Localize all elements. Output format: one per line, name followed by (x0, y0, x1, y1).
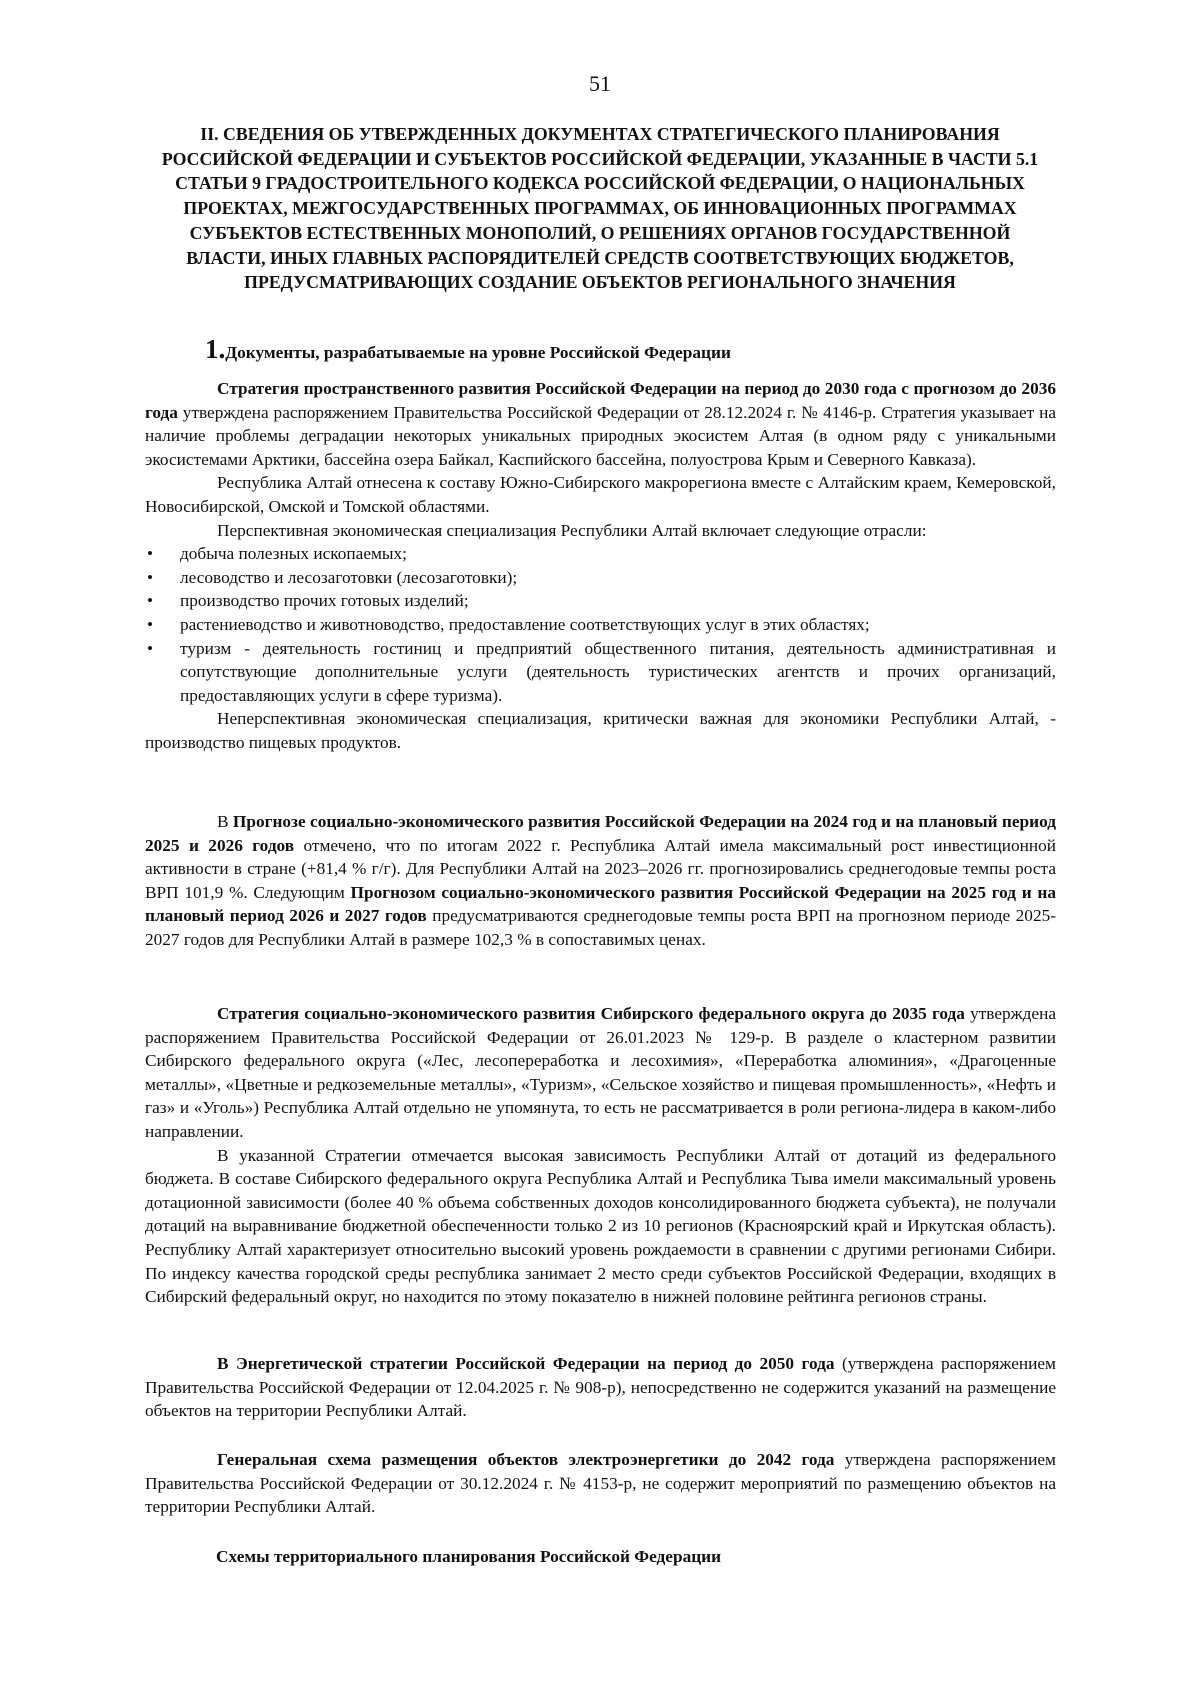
territorial-planning-heading: Схемы территориального планирования Российской Федерации (216, 1547, 722, 1566)
list-item (145, 613, 1056, 637)
general-scheme-paragraph (145, 1448, 1056, 1519)
specialization-paragraph: Перспективная экономическая специализация Республики Алтай включает следующие отрасли: (217, 520, 927, 540)
list-item-text: растениеводство и животноводство, предоставление соответствующих услуг в этих областях; (180, 614, 870, 634)
list-item (145, 542, 1056, 566)
forecast-text-1: отмечено, что по итогам 2022 г. Республика Алтай имела максимальный рост инвестиционной активности в стране (+81,4 % г/г). Для Республики Алтай на 2023–2026 гг. прогнозировались среднегодовые темпы роста ВРП 101,9 %. Следующим (145, 835, 1056, 902)
list-item-text: туризм - деятельность гостиниц и предприятий общественного питания, деятельность административная и сопутствующие дополнительные услуги (деятельность туристических агентств и прочих организаций, предоставляющих услуги в сфере туризма). (180, 638, 1056, 705)
spatial-strategy-text: утверждена распоряжением Правительства Российской Федерации от 28.12.2024 г. № 4146-р. Стратегия указывает на наличие проблемы деградации некоторых уникальных природных экосистем Алтая (в одном ряду с уникальными экосистемами Арктики, бассейна озера Байкал, Каспийского бассейна, полуострова Крым и Северного Кавказа). (145, 402, 1056, 469)
forecast-block (145, 810, 1056, 952)
energy-strategy-block (145, 1352, 1056, 1423)
forecast-text-2: предусматриваются среднегодовые темпы роста ВРП на прогнозном периоде 2025-2027 годов для Республики Алтай в размере 102,3 % в сопоставимых ценах. (145, 906, 1056, 949)
siberia-strategy-title: Стратегия социально-экономического развития Сибирского федерального округа до 2035 года (217, 1004, 965, 1023)
list-item-text: лесоводство и лесозаготовки (лесозаготовки); (180, 567, 518, 587)
list-item-text: добыча полезных ископаемых; (180, 544, 407, 564)
list-item (145, 637, 1056, 708)
section-number: 1. (205, 334, 226, 364)
energy-strategy-paragraph (145, 1352, 1056, 1423)
chapter-heading: II. СВЕДЕНИЯ ОБ УТВЕРЖДЕННЫХ ДОКУМЕНТАХ СТРАТЕГИЧЕСКОГО ПЛАНИРОВАНИЯ РОССИЙСКОЙ ФЕДЕРАЦИИ И СУБЪЕКТОВ РОССИЙСКОЙ ФЕДЕРАЦИИ, УКАЗАННЫЕ В ЧАСТИ 5.1 СТАТЬИ 9 ГРАДОСТРОИТЕЛЬНОГО КОДЕКСА РОССИЙСКОЙ ФЕДЕРАЦИИ, О НАЦИОНАЛЬНЫХ ПРОЕКТАХ, МЕЖГОСУДАРСТВЕННЫХ ПРОГРАММАХ, ОБ ИННОВАЦИОННЫХ ПРОГРАММАХ СУБЪЕКТОВ ЕСТЕСТВЕННЫХ МОНОПОЛИЙ, О РЕШЕНИЯХ ОРГАНОВ ГОСУДАРСТВЕННОЙ ВЛАСТИ, ИНЫХ ГЛАВНЫХ РАСПОРЯДИТЕЛЕЙ СРЕДСТВ СООТВЕТСТВУЮЩИХ БЮДЖЕТОВ, ПРЕДУСМАТРИВАЮЩИХ СОЗДАНИЕ ОБЪЕКТОВ РЕГИОНАЛЬНОГО ЗНАЧЕНИЯ (161, 124, 1039, 293)
non-perspective-paragraph: Неперспективная экономическая специализация, критически важная для экономики Республики Алтай, - производство пищевых продуктов. (145, 709, 1056, 752)
bullet-icon: • (147, 567, 154, 587)
list-item (145, 589, 1056, 613)
forecast-title-1: Прогнозе социально-экономического развития Российской Федерации на 2024 год и на плановый период 2025 и 2026 годов (145, 812, 1056, 855)
bullet-icon: • (147, 544, 154, 564)
forecast-paragraph (145, 810, 1056, 952)
siberia-strategy-paragraph (145, 1002, 1056, 1144)
siberia-strategy-text: утверждена распоряжением Правительства Российской Федерации от 26.01.2023 № 129-р. В разделе о кластерном развитии Сибирского федерального округа («Лес, лесопереработка и лесохимия», «Переработка алюминия», «Драгоценные металлы», «Цветные и редкоземельные металлы», «Туризм», «Сельское хозяйство и пищевая промышленность», «Нефть и газ» и «Уголь») Республика Алтай отдельно не упомянута, то есть не рассматривается в роли региона-лидера в каком-либо направлении. (145, 1004, 1056, 1141)
bullet-icon: • (147, 591, 154, 611)
macroregion-paragraph: Республика Алтай отнесена к составу Южно-Сибирского макрорегиона вместе с Алтайским краем, Кемеровской, Новосибирской, Омской и Томской областями. (145, 473, 1056, 516)
general-scheme-block (145, 1448, 1056, 1519)
general-scheme-text: утверждена распоряжением Правительства Российской Федерации от 30.12.2024 г. № 4153-р, не содержит мероприятий по размещению объектов на территории Республики Алтай. (145, 1450, 1056, 1517)
bullet-icon: • (147, 614, 154, 634)
specialization-list (145, 542, 1056, 707)
list-item-text: производство прочих готовых изделий; (180, 591, 469, 611)
page-number: 51 (589, 71, 611, 96)
spatial-strategy-title: Стратегия пространственного развития Российской Федерации на период до 2030 года с прогнозом до 2036 года (145, 379, 1056, 422)
section-title: Документы, разрабатываемые на уровне Российской Федерации (225, 343, 731, 362)
section-heading (205, 334, 731, 365)
forecast-prefix: В (217, 812, 233, 831)
list-item (145, 566, 1056, 590)
siberia-strategy-block (145, 1002, 1056, 1309)
energy-strategy-text: (утверждена распоряжением Правительства Российской Федерации от 12.04.2025 г. № 908-р), непосредственно не содержится указаний на размещение объектов на территории Республики Алтай. (145, 1354, 1056, 1421)
spatial-strategy-paragraph (145, 377, 1056, 471)
siberia-dependency-paragraph: В указанной Стратегии отмечается высокая зависимость Республики Алтай от дотаций из федерального бюджета. В составе Сибирского федерального округа Республика Алтай и Республика Тыва имели максимальный уровень дотационной зависимости (более 40 % объема собственных доходов консолидированного бюджета субъекта), не получали дотаций на выравнивание бюджетной обеспеченности только 2 из 10 регионов (Красноярский край и Иркутская область). Республику Алтай характеризует относительно высокий уровень рождаемости в сравнении с другими регионами Сибири. По индексу качества городской среды республика занимает 2 место среди субъектов Российской Федерации, входящих в Сибирский федеральный округ, но находится по этому показателю в нижней половине рейтинга регионов страны. (145, 1145, 1056, 1307)
energy-strategy-title: В Энергетической стратегии Российской Федерации на период до 2050 года (217, 1354, 835, 1373)
general-scheme-title: Генеральная схема размещения объектов электроэнергетики до 2042 года (217, 1450, 835, 1469)
forecast-title-2: Прогнозом социально-экономического развития Российской Федерации на 2025 год и на плановый период 2026 и 2027 годов (145, 882, 1056, 926)
spatial-strategy-block (145, 377, 1056, 755)
bullet-icon: • (147, 638, 154, 658)
